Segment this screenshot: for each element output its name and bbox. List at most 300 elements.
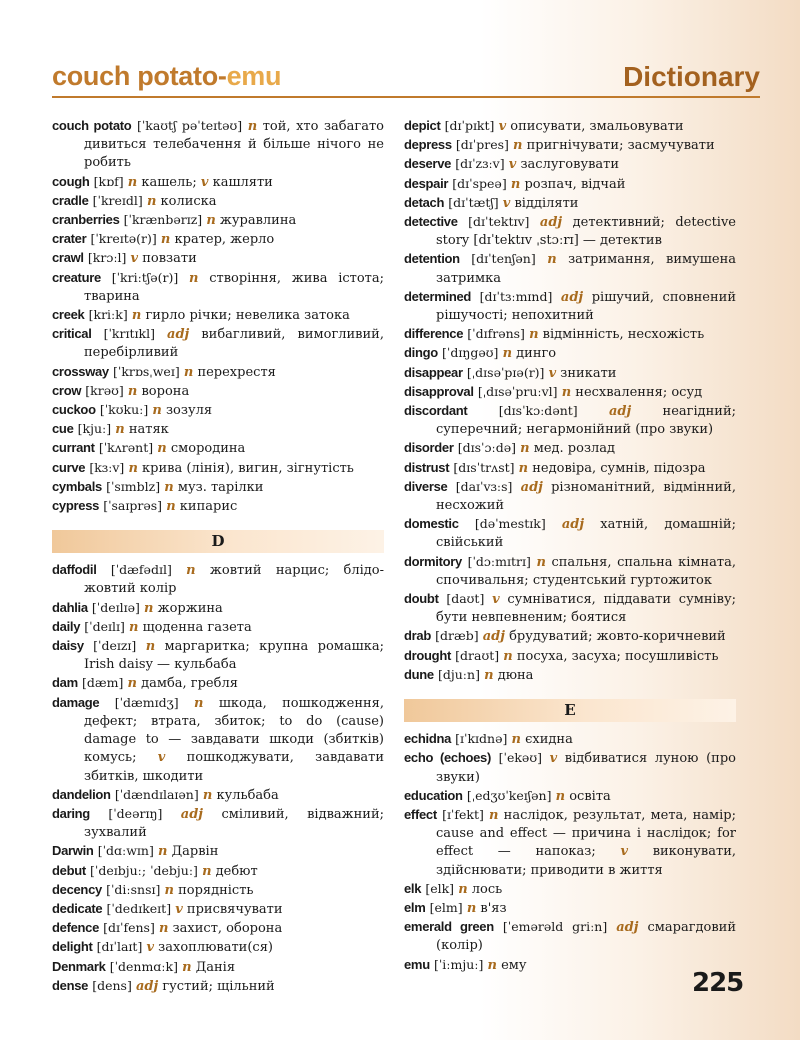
dictionary-entry (404, 647, 736, 666)
entry-headword: echidna (404, 731, 452, 747)
entry-part-of-speech: n (555, 788, 566, 804)
entry-headword: discordant (404, 403, 468, 419)
entry-part-of-speech: n (159, 921, 169, 937)
entry-definition: кашляти (212, 174, 273, 190)
entry-headword: diverse (404, 478, 448, 494)
entry-transcription: [draʊt] (455, 647, 500, 663)
section-title: Dictionary (623, 61, 760, 92)
entry-part-of-speech: n (129, 619, 139, 635)
entry-transcription: [ˈdændɪlaɪən] (114, 786, 199, 802)
entry-headword: decency (52, 881, 102, 897)
entry-headword: crater (52, 231, 87, 247)
entry-part-of-speech: n (458, 881, 468, 897)
entry-part-of-speech: v (548, 365, 557, 381)
entry-transcription: [dɪˈtenʃən] (471, 251, 536, 267)
entry-definition: неагідний; суперечний; негармонійний (про звуки) (436, 404, 737, 438)
dictionary-entry (52, 230, 384, 249)
dictionary-entry (52, 637, 384, 674)
entry-definition: хатній, домашній; свійський (436, 517, 736, 551)
entry-headword: domestic (404, 516, 459, 532)
entry-transcription: [ˈdɑːwɪn] (97, 843, 154, 859)
entry-definition: порядність (178, 882, 254, 898)
entry-part-of-speech: n (115, 422, 125, 438)
section-letter-bar: D (52, 530, 384, 553)
entry-definition: крива (лінія), вигин, зігнутість (142, 460, 354, 476)
entry-headword: dune (404, 666, 434, 682)
entry-definition: захоплювати(ся) (158, 940, 273, 956)
entry-definition: жоржина (157, 600, 223, 616)
entry-headword: cue (52, 421, 74, 437)
entry-headword: currant (52, 440, 95, 456)
entry-transcription: [krəʊ] (85, 382, 124, 398)
entry-transcription: [ˈdæfədɪl] (110, 562, 172, 578)
entry-transcription: [ˈdeɪbjuː; ˈdebjuː] (90, 862, 198, 878)
entry-part-of-speech: n (164, 882, 174, 898)
entry-part-of-speech: v (157, 750, 166, 766)
dictionary-entry (52, 439, 384, 458)
entry-transcription: [dæm] (81, 675, 124, 691)
entry-part-of-speech: v (502, 195, 511, 211)
dictionary-entry (52, 900, 384, 919)
entry-transcription: [elk] (425, 880, 455, 896)
entry-transcription: [dɪˈtætʃ] (448, 194, 499, 210)
entry-definition: сумніватися, піддавати сумніву; бути невпевненим; боятися (436, 592, 736, 626)
entry-headword: determined (404, 288, 472, 304)
entry-definition: освіта (569, 788, 611, 804)
entry-part-of-speech: adj (167, 327, 190, 343)
entry-part-of-speech: v (130, 251, 139, 267)
dictionary-entry (52, 211, 384, 230)
entry-transcription: [ˈekəʊ] (498, 750, 542, 766)
entry-transcription: [dɪˈtɜːmɪnd] (479, 288, 553, 304)
entry-part-of-speech: n (536, 554, 546, 570)
entry-definition: дебют (215, 863, 258, 879)
entry-part-of-speech: adj (616, 920, 639, 936)
entry-transcription: [ˈdedɪkeɪt] (106, 900, 172, 916)
entry-headword: drab (404, 628, 431, 644)
entry-headword: daily (52, 618, 81, 634)
dictionary-entry (404, 213, 736, 250)
entry-transcription: [ˈdeɪlɪ] (84, 618, 125, 634)
entry-part-of-speech: n (520, 441, 530, 457)
entry-definition: Данія (195, 959, 236, 975)
entry-definition: дамба, гребля (141, 676, 238, 692)
entry-part-of-speech: n (466, 900, 477, 916)
entry-definition: зозуля (165, 403, 213, 419)
entry-definition: розпач, відчай (524, 176, 626, 192)
entry-definition: ворона (141, 383, 190, 399)
dictionary-entry (52, 420, 384, 439)
entry-definition: мед. розлад (533, 441, 616, 457)
dictionary-entry (52, 382, 384, 401)
entry-headword: daring (52, 805, 90, 821)
dictionary-entry (52, 618, 384, 637)
entry-transcription: [ˈkrɒsˌweɪ] (113, 363, 180, 379)
entry-definition: жовтий нарцис; блідо-жовтий колір (84, 563, 385, 597)
entry-transcription: [ɪˈfekt] (442, 806, 484, 822)
entry-headword: difference (404, 326, 464, 342)
running-head-accent: emu (226, 61, 282, 91)
entry-part-of-speech: adj (561, 517, 585, 533)
entry-headword: couch potato (52, 118, 132, 133)
entry-transcription: [krɔːl] (87, 250, 127, 266)
entry-transcription: [ˈdæmɪdʒ] (114, 694, 179, 710)
entry-transcription: [ˈkriːtʃə(r)] (111, 269, 179, 285)
entry-headword: doubt (404, 591, 439, 607)
dictionary-entry (52, 561, 384, 598)
entry-transcription: [ˈkʊkuː] (99, 402, 149, 418)
entry-definition: в'яз (480, 900, 507, 916)
entry-definition: різноманітний, відмінний, несхожий (436, 479, 736, 514)
entry-headword: cranberries (52, 212, 120, 228)
entry-part-of-speech: n (489, 807, 499, 823)
section-letter-bar: E (404, 699, 736, 722)
entry-headword: education (404, 787, 463, 803)
entry-part-of-speech: n (131, 308, 142, 324)
dictionary-entry (404, 364, 736, 383)
entry-headword: cradle (52, 192, 89, 208)
entry-transcription: [kɜːv] (89, 459, 125, 475)
entry-headword: crawl (52, 250, 84, 266)
dictionary-entry (52, 269, 384, 306)
entry-definition: недовіра, сумнів, підозра (532, 460, 706, 476)
dictionary-entry (404, 806, 736, 880)
entry-definition: Дарвін (171, 844, 219, 860)
dictionary-entry (52, 117, 384, 173)
entry-definition: кипарис (179, 499, 238, 515)
running-head (52, 63, 281, 96)
entry-transcription: [dɪˈtektɪv] (468, 214, 530, 230)
dictionary-entry (52, 881, 384, 900)
entry-headword: crow (52, 382, 82, 398)
entry-headword: detective (404, 214, 458, 230)
entry-part-of-speech: n (247, 119, 258, 134)
entry-part-of-speech: n (510, 176, 521, 192)
entry-transcription: [dɪsˈtrʌst] (453, 459, 515, 475)
entry-transcription: [ˈkʌrənt] (98, 440, 154, 456)
entry-definition: смородина (170, 441, 246, 457)
dictionary-entry (52, 401, 384, 420)
dictionary-entry (52, 325, 384, 362)
entry-headword: curve (52, 459, 86, 475)
entry-headword: cymbals (52, 478, 102, 494)
entry-definition: перехрестя (197, 364, 276, 380)
dictionary-entry (404, 515, 736, 552)
entry-definition: створіння, жива істота; тварина (84, 270, 384, 304)
entry-part-of-speech: n (146, 193, 157, 209)
dictionary-entry (52, 173, 384, 192)
entry-definition: зникати (560, 365, 617, 381)
entry-part-of-speech: n (188, 270, 199, 286)
dictionary-entry (52, 363, 384, 382)
entry-part-of-speech: n (183, 364, 194, 380)
entry-headword: deserve (404, 156, 452, 172)
entry-transcription: [dɪˈfens] (103, 920, 155, 936)
entry-transcription: [ˈkreɪtə(r)] (90, 231, 157, 247)
entry-part-of-speech: v (492, 592, 500, 608)
dictionary-entry (404, 402, 736, 439)
entry-part-of-speech: n (202, 787, 213, 803)
entry-headword: distrust (404, 459, 450, 475)
entry-definition: лось (471, 881, 503, 897)
entry-part-of-speech: n (193, 695, 204, 711)
entry-part-of-speech: v (508, 157, 517, 173)
entry-definition: спальня, спальна кімната, спочивальня; студентський гуртожиток (436, 554, 737, 588)
page-header (52, 52, 760, 98)
entry-definition: єхидна (525, 732, 573, 748)
entry-headword: crossway (52, 363, 109, 379)
dictionary-entry (52, 958, 384, 977)
entry-definition: брудуватий; жовто-коричневий (509, 629, 726, 645)
entry-transcription: [dɪsˈɔːdə] (457, 440, 516, 456)
entry-part-of-speech: n (511, 732, 521, 748)
entry-transcription: [djuːn] (438, 666, 480, 682)
entry-headword: daffodil (52, 562, 97, 578)
entry-transcription: [ˈdɔːmɪtrɪ] (467, 553, 531, 569)
entry-transcription: [kriːk] (88, 307, 128, 323)
entry-headword: dense (52, 977, 89, 993)
entry-definition: ему (501, 957, 527, 973)
entry-headword: echo (echoes) (404, 750, 492, 766)
dictionary-entry (404, 175, 736, 194)
entry-definition: затримання, вимушена затримка (436, 252, 736, 286)
entry-definition: відбиватися луною (про звуки) (436, 751, 736, 785)
entry-part-of-speech: n (502, 346, 513, 362)
entry-headword: dandelion (52, 786, 111, 802)
entry-part-of-speech: n (157, 844, 168, 860)
entry-part-of-speech: n (503, 648, 513, 664)
entry-headword: cough (52, 173, 90, 189)
entry-part-of-speech: v (549, 751, 558, 767)
entry-transcription: [ˈkaʊtʃ pəˈteɪtəʊ] (136, 118, 243, 133)
entry-part-of-speech: n (529, 327, 539, 343)
dictionary-entry (404, 325, 736, 344)
dictionary-entry (52, 306, 384, 325)
entry-part-of-speech: v (146, 940, 155, 956)
entry-headword: elk (404, 880, 422, 896)
entry-definition: маргаритка; крупна ромашка; Irish daisy — кульбаба (84, 639, 385, 673)
entry-headword: despair (404, 175, 449, 191)
dictionary-entry (404, 666, 736, 685)
dictionary-entry (404, 918, 736, 955)
entry-definition: кашель; (141, 174, 197, 190)
entry-headword: delight (52, 939, 93, 955)
entry-part-of-speech: n (186, 563, 196, 579)
dictionary-entry (52, 249, 384, 268)
entry-headword: creek (52, 307, 85, 323)
entry-headword: depict (404, 118, 441, 133)
dictionary-entry (52, 694, 384, 786)
entry-transcription: [ˈdiːsnsɪ] (106, 881, 161, 897)
entry-part-of-speech: adj (180, 806, 204, 822)
entry-headword: disapproval (404, 383, 474, 399)
entry-part-of-speech: adj (135, 978, 159, 994)
dictionary-entry (404, 478, 736, 515)
dictionary-entry (52, 862, 384, 881)
entry-part-of-speech: n (547, 252, 557, 268)
dictionary-entry (404, 439, 736, 458)
entry-part-of-speech: n (487, 957, 497, 973)
entry-definition: смарагдовий (колір) (436, 920, 737, 954)
entry-part-of-speech: adj (560, 289, 584, 305)
entry-headword: detach (404, 194, 445, 210)
entry-part-of-speech: n (484, 667, 494, 683)
entry-transcription: [ˈsaɪprəs] (103, 498, 163, 514)
entry-part-of-speech: n (160, 232, 171, 248)
entry-definition: журавлина (219, 213, 297, 229)
entry-part-of-speech: adj (482, 629, 505, 645)
entry-part-of-speech: n (145, 639, 156, 655)
dictionary-entry (52, 938, 384, 957)
entry-part-of-speech: n (152, 403, 162, 419)
entry-part-of-speech: n (561, 384, 572, 400)
dictionary-entry (404, 344, 736, 363)
entry-part-of-speech: v (200, 174, 209, 190)
entry-headword: dingo (404, 345, 438, 361)
entry-headword: emerald green (404, 919, 494, 935)
entry-transcription: [dɪˈzɜːv] (455, 156, 505, 172)
entry-definition: відділяти (514, 195, 579, 211)
entry-definition: присвячувати (186, 901, 283, 917)
entry-part-of-speech: n (518, 460, 529, 476)
entry-transcription: [ˈdenmɑːk] (109, 958, 178, 974)
entry-transcription: [ˈdɪŋgəʊ] (442, 345, 499, 361)
dictionary-entry (404, 553, 736, 590)
entry-part-of-speech: n (127, 383, 138, 399)
dictionary-entry (404, 590, 736, 627)
entry-headword: disappear (404, 364, 463, 380)
dictionary-entry (52, 459, 384, 478)
dictionary-entry (52, 192, 384, 211)
entry-part-of-speech: n (202, 863, 212, 879)
entry-transcription: [elm] (429, 899, 463, 915)
dictionary-entry (52, 919, 384, 938)
dictionary-entry (52, 977, 384, 996)
entry-transcription: [daʊt] (446, 591, 485, 607)
entry-definition: кратер, жерло (174, 232, 275, 248)
entry-definition: несхвалення; осуд (575, 384, 703, 400)
entry-part-of-speech: adj (539, 215, 563, 231)
entry-transcription: [kɒf] (93, 173, 124, 189)
entry-part-of-speech: n (127, 676, 137, 692)
entry-definition: колиска (160, 193, 217, 209)
right-column (404, 117, 736, 975)
entry-transcription: [ˈsɪmblz] (106, 478, 161, 494)
entry-transcription: [dɪˈpres] (455, 137, 509, 153)
entry-part-of-speech: n (127, 174, 138, 190)
entry-definition: наслідок, результат, мета, намір; cause and effect — причина і наслідок; for effect — напоказ; (436, 807, 736, 860)
dictionary-entry (404, 627, 736, 646)
entry-transcription: [ˈkrænbərɪz] (123, 212, 203, 228)
entry-transcription: [dəˈmestɪk] (474, 516, 546, 532)
entry-definition: сміливий, відважний; зухвалий (84, 806, 384, 841)
entry-headword: cypress (52, 498, 100, 514)
entry-part-of-speech: n (206, 213, 216, 229)
entry-headword: dedicate (52, 900, 103, 916)
entry-definition: захист, оборона (172, 921, 283, 937)
entry-headword: dam (52, 675, 78, 691)
entry-definition: гирло річки; невелика затока (145, 308, 350, 324)
entry-definition: шкода, пошкодження, дефект; втрата, збиток; to do (cause) damage to — завдавати шкоди (збитків) комусь; (84, 695, 384, 766)
entry-headword: defence (52, 920, 100, 936)
entry-transcription: [dɪˈpɪkt] (444, 118, 495, 133)
entry-definition: описувати, змальовувати (510, 119, 684, 134)
dictionary-entry (52, 805, 384, 842)
entry-definition: кульбаба (216, 787, 279, 803)
entry-headword: debut (52, 862, 86, 878)
entry-part-of-speech: v (175, 901, 183, 917)
entry-headword: damage (52, 694, 100, 710)
entry-definition: динго (516, 346, 557, 362)
dictionary-entry (404, 155, 736, 174)
dictionary-entry (404, 136, 736, 155)
entry-part-of-speech: n (513, 138, 523, 154)
entry-part-of-speech: n (182, 959, 192, 975)
entry-transcription: [ˌedʒʊˈkeɪʃən] (466, 787, 552, 803)
entry-transcription: [ˈkrɪtɪkl] (103, 326, 155, 342)
entry-headword: cuckoo (52, 402, 96, 418)
entry-headword: detention (404, 251, 460, 267)
page-number: 225 (692, 968, 744, 998)
entry-headword: elm (404, 899, 426, 915)
entry-transcription: [ˈdeɪlɪə] (91, 599, 140, 615)
dictionary-entry (52, 478, 384, 497)
entry-transcription: [daɪˈvɜːs] (455, 478, 513, 494)
entry-part-of-speech: n (166, 499, 176, 515)
entry-part-of-speech: adj (609, 404, 632, 420)
entry-transcription: [dɪsˈkɔːdənt] (498, 403, 578, 419)
entry-definition: повзати (142, 251, 197, 267)
dictionary-entry (52, 842, 384, 861)
entry-transcription: [dɪˈspeə] (452, 175, 507, 191)
dictionary-entry (404, 459, 736, 478)
entry-transcription: [dens] (92, 977, 132, 993)
entry-part-of-speech: v (620, 844, 628, 860)
entry-definition: виконувати, здійснювати; приводити в життя (436, 844, 736, 878)
entry-headword: Denmark (52, 958, 106, 974)
entry-transcription: [ˈdeərɪŋ] (108, 805, 163, 821)
entry-definition: пошкоджувати, завдавати збитків, шкодити (84, 750, 384, 784)
entry-part-of-speech: n (128, 460, 138, 476)
dictionary-entry (404, 117, 736, 136)
entry-definition: посуха, засуха; посушливість (516, 648, 719, 664)
left-column (52, 117, 384, 996)
dictionary-entry (404, 383, 736, 402)
dictionary-entry (404, 250, 736, 287)
dictionary-entry (404, 880, 736, 899)
entry-definition: вибагливий, вимогливий, перебірливий (84, 327, 384, 361)
entry-definition: заслуговувати (520, 157, 620, 173)
running-head-main: couch potato- (52, 61, 227, 91)
dictionary-entry (404, 899, 736, 918)
entry-definition: детективний; detective story [dɪˈtektɪv ˌstɔːrɪ] — детектив (436, 215, 736, 249)
entry-transcription: [ˈkreɪdl] (92, 192, 143, 208)
entry-headword: drought (404, 647, 451, 663)
entry-transcription: [ˈemərəld griːn] (502, 919, 608, 935)
dictionary-entry (52, 497, 384, 516)
entry-headword: emu (404, 956, 430, 972)
entry-definition: густий; щільний (162, 978, 275, 994)
entry-transcription: [ˌdɪsəˈpruːvl] (477, 383, 558, 399)
entry-transcription: [kjuː] (77, 421, 112, 437)
entry-transcription: [ˈiːmjuː] (433, 956, 484, 972)
entry-transcription: [dræb] (435, 628, 479, 644)
entry-definition: щоденна газета (142, 619, 252, 635)
entry-part-of-speech: v (498, 119, 507, 134)
entry-headword: disorder (404, 440, 454, 456)
dictionary-entry (404, 749, 736, 786)
entry-transcription: [dɪˈlaɪt] (96, 939, 143, 955)
